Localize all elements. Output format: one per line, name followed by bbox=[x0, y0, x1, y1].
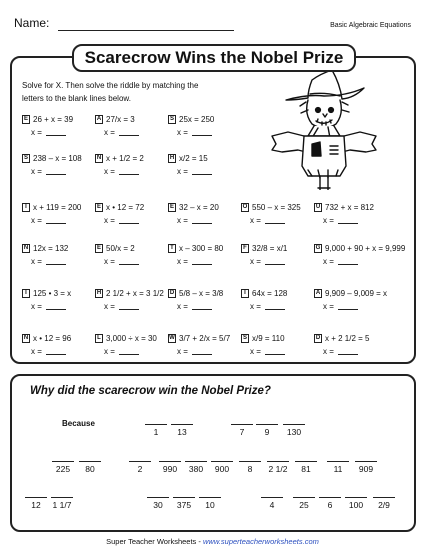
answer-blank[interactable]: x = bbox=[250, 302, 285, 311]
answer-blank[interactable]: x = bbox=[31, 347, 66, 356]
problem-equation: x + 2 1/2 = 5 bbox=[325, 333, 370, 343]
riddle-blank[interactable] bbox=[128, 461, 152, 474]
riddle-blank[interactable] bbox=[198, 497, 222, 510]
riddle-blank[interactable] bbox=[260, 497, 284, 510]
problem-equation: 5/8 – x = 3/8 bbox=[179, 288, 224, 298]
answer-blank[interactable]: x = bbox=[104, 216, 139, 225]
answer-blank[interactable]: x = bbox=[177, 167, 212, 176]
problem-equation: 32/8 = x/1 bbox=[252, 243, 288, 253]
riddle-blank[interactable] bbox=[294, 461, 318, 474]
problem-equation: x/2 = 15 bbox=[179, 153, 208, 163]
riddle-number: 81 bbox=[301, 464, 311, 474]
answer-blank[interactable]: x = bbox=[31, 257, 66, 266]
problem-equation: 550 – x = 325 bbox=[252, 202, 301, 212]
name-label: Name: bbox=[14, 16, 50, 30]
riddle-blank[interactable] bbox=[354, 461, 378, 474]
riddle-blank[interactable] bbox=[24, 497, 48, 510]
scarecrow-illustration bbox=[268, 66, 380, 190]
problem-equation: 2 1/2 + x = 3 1/2 bbox=[106, 288, 164, 298]
riddle-number: 130 bbox=[286, 427, 302, 437]
riddle-blank[interactable] bbox=[372, 497, 396, 510]
problem-letter: T bbox=[168, 244, 176, 253]
riddle-number: 7 bbox=[239, 427, 245, 437]
problem-equation: x • 12 = 96 bbox=[33, 333, 72, 343]
riddle-blank[interactable] bbox=[238, 461, 262, 474]
problem-equation: 32 – x = 20 bbox=[179, 202, 219, 212]
answer-blank[interactable]: x = bbox=[31, 302, 66, 311]
problem-letter: A bbox=[315, 289, 321, 296]
riddle-blank[interactable] bbox=[344, 497, 368, 510]
answer-blank[interactable]: x = bbox=[177, 302, 212, 311]
problem-letter: D bbox=[169, 289, 175, 296]
problem-letter: I bbox=[241, 289, 249, 298]
answer-blank[interactable]: x = bbox=[323, 347, 358, 356]
riddle-blank[interactable] bbox=[51, 461, 75, 474]
riddle-number: 6 bbox=[327, 500, 333, 510]
riddle-number: 80 bbox=[85, 464, 95, 474]
problem-letter: N bbox=[96, 154, 102, 161]
riddle-blank[interactable] bbox=[210, 461, 234, 474]
riddle-blank[interactable] bbox=[318, 497, 342, 510]
answer-blank[interactable]: x = bbox=[177, 257, 212, 266]
riddle-number: 909 bbox=[358, 464, 374, 474]
riddle-number: 13 bbox=[177, 427, 187, 437]
riddle-blank[interactable] bbox=[184, 461, 208, 474]
subject-label: Basic Algebraic Equations bbox=[330, 22, 411, 29]
answer-blank[interactable]: x = bbox=[177, 128, 212, 137]
page-title: Scarecrow Wins the Nobel Prize bbox=[72, 44, 356, 72]
riddle-blank[interactable] bbox=[158, 461, 182, 474]
problem-letter: N bbox=[23, 334, 29, 341]
problem-letter: L bbox=[95, 334, 103, 343]
answer-blank[interactable]: x = bbox=[323, 257, 358, 266]
problem-letter: F bbox=[241, 244, 249, 253]
problem-letter: S bbox=[242, 334, 247, 341]
riddle-blank[interactable] bbox=[78, 461, 102, 474]
problem-letter: G bbox=[315, 244, 321, 251]
problem-letter: A bbox=[96, 115, 102, 122]
riddle-question: Why did the scarecrow win the Nobel Prize? bbox=[30, 385, 271, 397]
problem-letter: E bbox=[23, 115, 28, 122]
problem-equation: 9,909 – 9,009 = x bbox=[325, 288, 388, 298]
footer-brand: Super Teacher Worksheets - bbox=[106, 537, 203, 546]
riddle-number: 990 bbox=[162, 464, 178, 474]
problem-equation: 238 – x = 108 bbox=[33, 153, 82, 163]
problem-equation: 9,000 + 90 + x = 9,999 bbox=[325, 243, 406, 253]
riddle-number: 9 bbox=[264, 427, 270, 437]
problem-equation: 3/7 + 2/x = 5/7 bbox=[179, 333, 231, 343]
riddle-number: 375 bbox=[176, 500, 192, 510]
answer-blank[interactable]: x = bbox=[177, 347, 212, 356]
problem-equation: 26 + x = 39 bbox=[33, 114, 74, 124]
riddle-blank[interactable] bbox=[326, 461, 350, 474]
problem-equation: 50/x = 2 bbox=[106, 243, 135, 253]
answer-blank[interactable]: x = bbox=[104, 257, 139, 266]
problem-equation: 3,000 ÷ x = 30 bbox=[106, 333, 157, 343]
problem-letter: S bbox=[23, 154, 28, 161]
problem-equation: 12x = 132 bbox=[33, 243, 69, 253]
riddle-number: 8 bbox=[247, 464, 253, 474]
riddle-number: 30 bbox=[153, 500, 163, 510]
riddle-number: 380 bbox=[188, 464, 204, 474]
riddle-blank[interactable] bbox=[230, 424, 254, 437]
riddle-number: 2 1/2 bbox=[268, 464, 288, 474]
problem-letter: H bbox=[96, 289, 102, 296]
answer-blank[interactable]: x = bbox=[104, 302, 139, 311]
riddle-number: 11 bbox=[333, 464, 343, 474]
answer-blank[interactable]: x = bbox=[104, 128, 139, 137]
riddle-blank[interactable] bbox=[255, 424, 279, 437]
riddle-blank[interactable] bbox=[282, 424, 306, 437]
problem-letter: E bbox=[96, 203, 101, 210]
riddle-blank[interactable] bbox=[292, 497, 316, 510]
riddle-number: 1 1/7 bbox=[52, 500, 72, 510]
problem-equation: x – 300 = 80 bbox=[179, 243, 224, 253]
answer-blank[interactable]: x = bbox=[250, 347, 285, 356]
riddle-number: 1 bbox=[153, 427, 159, 437]
problem-letter: O bbox=[242, 203, 248, 210]
answer-blank[interactable]: x = bbox=[323, 302, 358, 311]
answer-blank[interactable]: x = bbox=[250, 257, 285, 266]
footer-url[interactable]: www.superteacherworksheets.com bbox=[202, 537, 319, 546]
problem-equation: 25x = 250 bbox=[179, 114, 215, 124]
riddle-blank[interactable] bbox=[266, 461, 290, 474]
problem-equation: 64x = 128 bbox=[252, 288, 288, 298]
problem-equation: 27/x = 3 bbox=[106, 114, 135, 124]
problem-letter: I bbox=[22, 203, 30, 212]
problem-equation: x + 1/2 = 2 bbox=[106, 153, 144, 163]
footer bbox=[0, 537, 425, 546]
problem-letter: E bbox=[169, 203, 174, 210]
riddle-number: 225 bbox=[55, 464, 71, 474]
answer-blank[interactable]: x = bbox=[104, 167, 139, 176]
problem-letter: E bbox=[96, 244, 101, 251]
problem-letter: U bbox=[315, 203, 321, 210]
riddle-blank[interactable] bbox=[50, 497, 74, 510]
answer-blank[interactable]: x = bbox=[31, 167, 66, 176]
because-label: Because bbox=[62, 419, 95, 428]
problem-equation: 125 • 3 = x bbox=[33, 288, 72, 298]
riddle-number: 12 bbox=[31, 500, 41, 510]
problem-letter: H bbox=[169, 154, 175, 161]
riddle-number: 2/9 bbox=[378, 500, 390, 510]
answer-blank[interactable]: x = bbox=[31, 216, 66, 225]
problem-equation: x • 12 = 72 bbox=[106, 202, 145, 212]
problem-equation: 732 + x = 812 bbox=[325, 202, 374, 212]
answer-blank[interactable]: x = bbox=[104, 347, 139, 356]
riddle-blank[interactable] bbox=[170, 424, 194, 437]
riddle-number: 25 bbox=[299, 500, 309, 510]
riddle-number: 4 bbox=[269, 500, 275, 510]
name-line[interactable] bbox=[58, 30, 234, 31]
problem-letter: D bbox=[315, 334, 321, 341]
answer-blank[interactable]: x = bbox=[323, 216, 358, 225]
problem-equation: x + 119 = 200 bbox=[33, 202, 82, 212]
riddle-number: 2 bbox=[137, 464, 143, 474]
problem-letter: W bbox=[169, 334, 175, 341]
riddle-blank[interactable] bbox=[144, 424, 168, 437]
instructions: Solve for X. Then solve the riddle by matching the letters to the blank lines below. bbox=[22, 81, 199, 103]
answer-blank[interactable]: x = bbox=[250, 216, 285, 225]
riddle-blank[interactable] bbox=[172, 497, 196, 510]
problem-letter: I bbox=[22, 289, 30, 298]
riddle-number: 100 bbox=[348, 500, 364, 510]
answer-blank[interactable]: x = bbox=[177, 216, 212, 225]
problem-letter: N bbox=[23, 244, 29, 251]
riddle-blank[interactable] bbox=[146, 497, 170, 510]
riddle-number: 10 bbox=[205, 500, 215, 510]
problem-letter: S bbox=[169, 115, 174, 122]
problem-equation: x/9 = 110 bbox=[252, 333, 285, 343]
riddle-number: 900 bbox=[214, 464, 230, 474]
answer-blank[interactable]: x = bbox=[31, 128, 66, 137]
